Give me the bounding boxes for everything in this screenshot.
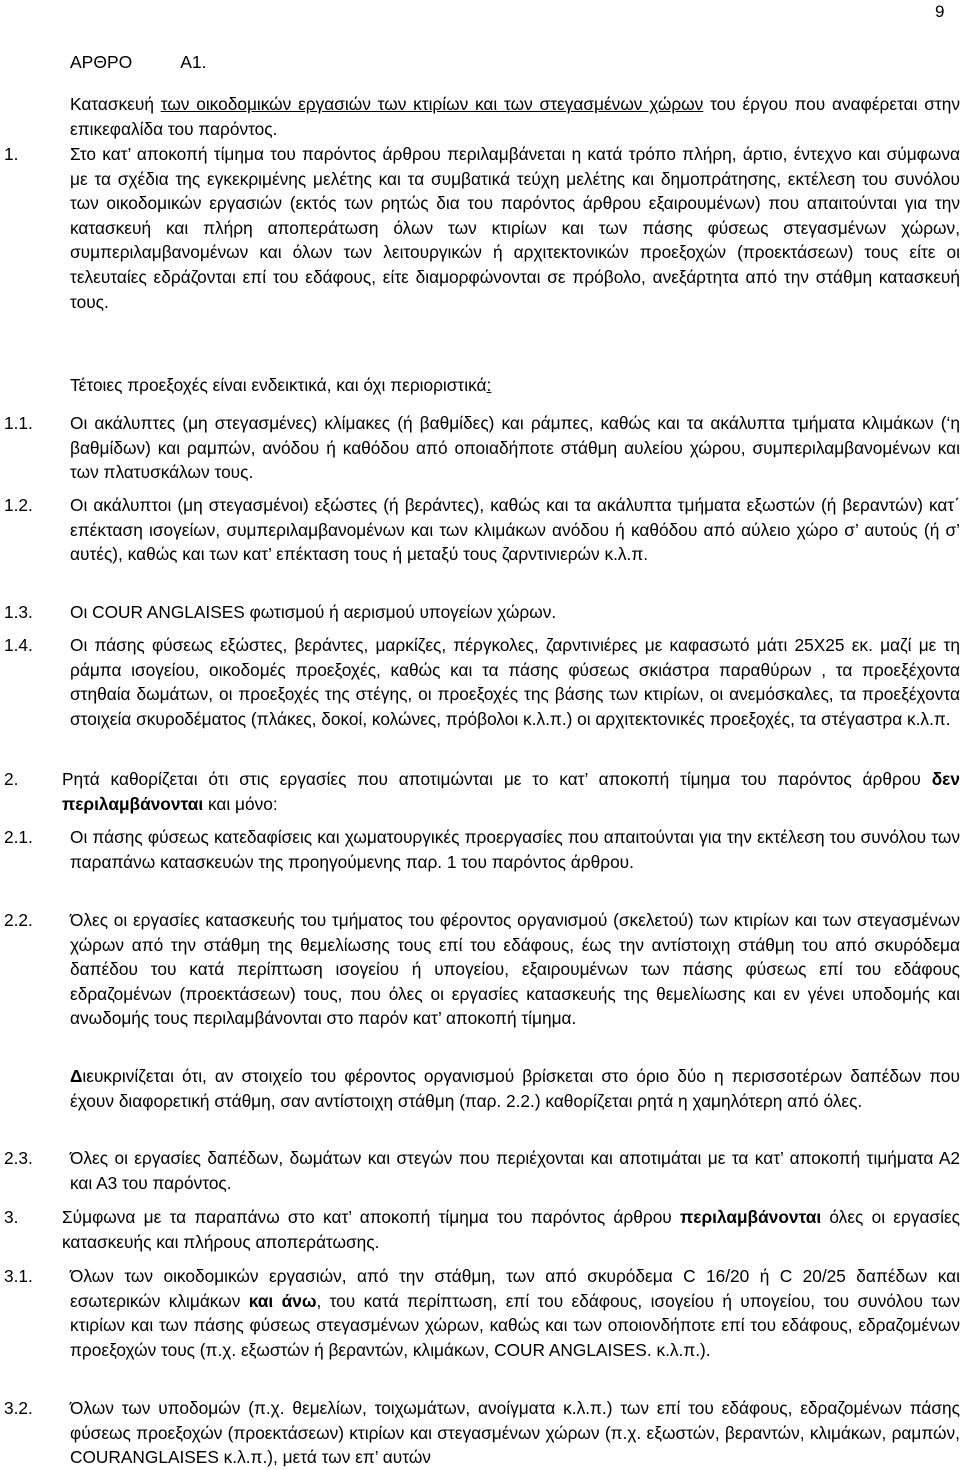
paragraph-number: 1.4. (4, 635, 33, 655)
bold-initial: Δ (70, 1066, 83, 1086)
article-code: Α1. (180, 52, 207, 72)
bold-text: και άνω (248, 1290, 317, 1311)
paragraph-text (62, 1205, 960, 1254)
paragraph-text: Όλες οι εργασίες δαπέδων, δωμάτων και στεγών που περιέχονται και αποτιμάται με τα κατ’ αποκοπή τιμήματα Α2 και Α3 του παρόντος. (70, 1148, 960, 1193)
text-segment: , του κατά περίπτωση, επί του εδάφους, ισογείου ή υπογείου, του συνόλου των κτιρίων και των πάσης φύσεως στεγασμένων χώρων, καθώς και των οποιονδήποτε επί του εδάφους, εδραζομένων προεξοχών τους (π.χ. εξωστών ή βεραντών, κλιμάκων, COUR ANGLAISES. κ.λ.π.). (70, 1290, 960, 1360)
paragraph-number: 2.3. (4, 1148, 33, 1168)
paragraph-number: 2.2. (4, 910, 33, 930)
page-number: 9 (935, 2, 945, 21)
paragraph-number: 1. (4, 144, 19, 164)
paragraph-1-note (70, 373, 960, 398)
text-segment: Ρητά καθορίζεται ότι στις εργασίες που αποτιμώνται με το κατ’ αποκοπή τίμημα του παρόντος άρθρου (62, 769, 932, 789)
paragraph-number: 1.2. (4, 495, 33, 515)
text-segment: και μόνο: (203, 793, 278, 814)
intro-underlined-text: των οικοδομικών εργασιών των κτιρίων και των στεγασμένων χώρων (160, 94, 704, 114)
paragraph-number: 1.1. (4, 413, 33, 433)
note-colon: : (486, 375, 492, 395)
paragraph-number: 2. (4, 769, 19, 789)
paragraph-text: Οι COUR ANGLAISES φωτισμού ή αερισμού υπογείων χώρων. (70, 602, 557, 622)
paragraph-number: 2.1. (4, 827, 33, 847)
article-title (70, 50, 207, 75)
note-text: Τέτοιες προεξοχές είναι ενδεικτικά, και όχι περιοριστικά (70, 375, 487, 395)
paragraph-text (70, 1264, 960, 1362)
text-segment: όλες οι εργασίες κατασκευής και πλήρους αποπεράτωσης. (62, 1207, 960, 1252)
paragraph-number: 1.3. (4, 602, 33, 622)
bold-text: περιλαμβάνονται (680, 1207, 822, 1227)
paragraph-number: 3.2. (4, 1398, 33, 1418)
paragraph-text: Οι πάσης φύσεως κατεδαφίσεις και χωματουργικές προεργασίες που απαιτούνται για την εκτέλεση του συνόλου των παραπάνω κατασκευών της προηγούμενης παρ. 1 του παρόντος άρθρου. (70, 827, 960, 872)
intro-text-end: του έργου που αναφέρεται στην επικεφαλίδα του παρόντος. (70, 94, 960, 139)
text-segment: Σύμφωνα με τα παραπάνω στο κατ’ αποκοπή τίμημα του παρόντος άρθρου (62, 1207, 681, 1227)
article-label: ΑΡΘΡΟ (70, 52, 133, 72)
paragraph-text: Όλων των υποδομών (π.χ. θεμελίων, τοιχωμάτων, ανοίγματα κ.λ.π.) των επί του εδάφους, εδραζομένων πάσης φύσεως προεξοχών (προεκτάσεων) κτιρίων και στεγασμένων χώρων (π.χ. εξωστών, βεραντών, κλιμάκων, ραμπών, COURANGLAISES κ.λ.π.), μετά των επ’ αυτών (70, 1398, 960, 1468)
intro-text: Κατασκευή (70, 94, 161, 114)
paragraph-text: Οι πάσης φύσεως εξώστες, βεράντες, μαρκίζες, πέργκολες, ζαρντινιέρες με καφασωτό μάτι 25Χ25 εκ. μαζί με τη ράμπα ισογείου, οικοδομές προεξοχές, καθώς και τα πάσης φύσεως σκιάστρα παραθύρων , τα προεξέχοντα στηθαία δωμάτων, οι προεξοχές της στέγης, οι προεξοχές της βάσης των κτιρίων, οι ανεμόσκαλες, τα προεξέχοντα στοιχεία σκυροδέματος (πλάκες, δοκοί, κολώνες, πρόβολοι κ.λ.π.) οι αρχιτεκτονικές προεξοχές, τα στέγαστρα κ.λ.π. (70, 635, 960, 729)
paragraph-text (62, 767, 960, 816)
paragraph-text: Στο κατ’ αποκοπή τίμημα του παρόντος άρθρου περιλαμβάνεται η κατά τρόπο πλήρη, άρτιο, έντεχνο και σύμφωνα με τα σχέδια της εγκεκριμένης μελέτης και τα συμβατικά τεύχη μελέτης και δημοπράτησης, εκτέλεση του συνόλου των οικοδομικών εργασιών (εκτός των ρητώς δια του παρόντος άρθρου εξαιρουμένων) που απαιτούνται για την κατασκευή και πλήρη αποπεράτωση όλων των κτιρίων και των πάσης φύσεως στεγασμένων χώρων, συμπεριλαμβανομένων και όλων των λειτουργικών ή αρχιτεκτονικών προεξοχών (προεκτάσεων) τους είτε οι τελευταίες εδράζονται επί του εδάφους, είτε διαμορφώνονται σε πρόβολο, ανεξάρτητα από την στάθμη κατασκευή τους. (70, 144, 960, 312)
paragraph-text: Οι ακάλυπτες (μη στεγασμένες) κλίμακες (ή βαθμίδες) και ράμπες, καθώς και τα ακάλυπτα τμήματα κλιμάκων (‘η βαθμίδων) και ραμπών, ανόδου ή καθόδου από οποιαδήποτε στάθμη αυλείου χώρου, συμπεριλαμβανομένων και των πλατυσκάλων τους. (70, 413, 960, 483)
paragraph-number: 3.1. (4, 1266, 33, 1286)
text-segment: Όλων των οικοδομικών εργασιών, από την στάθμη, των από σκυρόδεμα C 16/20 ή C 20/25 δαπέδων και εσωτερικών κλιμάκων (70, 1266, 960, 1311)
paragraph-text: Όλες οι εργασίες κατασκευής του τμήματος του φέροντος οργανισμού (σκελετού) των κτιρίων και των στεγασμένων χώρων από την στάθμη της θεμελίωσης τους επί του εδάφους, έως την αντίστοιχη στάθμη του από σκυρόδεμα δαπέδου του κατά περίπτωση ισογείου ή υπογείου, εξαιρουμένων των πάσης φύσεως επί του εδάφους εδραζομένων (προεκτάσεων) τους, που όλες οι εργασίες κατασκευής της θεμελίωσης και εν γένει υποδομής και ανωδομής τους περιλαμβάνονται στο παρόν κατ’ αποκοπή τίμημα. (70, 910, 960, 1029)
intro-paragraph (70, 92, 960, 141)
paragraph-2-2-clarification (70, 1064, 960, 1113)
clarification-text: ιευκρινίζεται ότι, αν στοιχείο του φέροντος οργανισμού βρίσκεται στο όριο δύο η περισσοτέρων δαπέδων που έχουν διαφορετική στάθμη, σαν αντίστοιχη στάθμη (παρ. 2.2.) καθορίζεται ρητά η χαμηλότερη από όλες. (70, 1066, 960, 1111)
paragraph-text: Οι ακάλυπτοι (μη στεγασμένοι) εξώστες (ή βεράντες), καθώς και τα ακάλυπτα τμήματα εξωστών (ή βεραντών) κατ΄ επέκταση ισογείων, συμπεριλαμβανομένων και των κλιμάκων ανόδου ή καθόδου από αύλειο χώρο σ’ αυτούς (ή σ’ αυτές), καθώς και των κατ’ επέκταση τους ή μεταξύ τους ζαρντινιερών κ.λ.π. (70, 495, 960, 565)
paragraph-number: 3. (4, 1207, 19, 1227)
bold-text: δεν περιλαμβάνονται (62, 769, 960, 814)
